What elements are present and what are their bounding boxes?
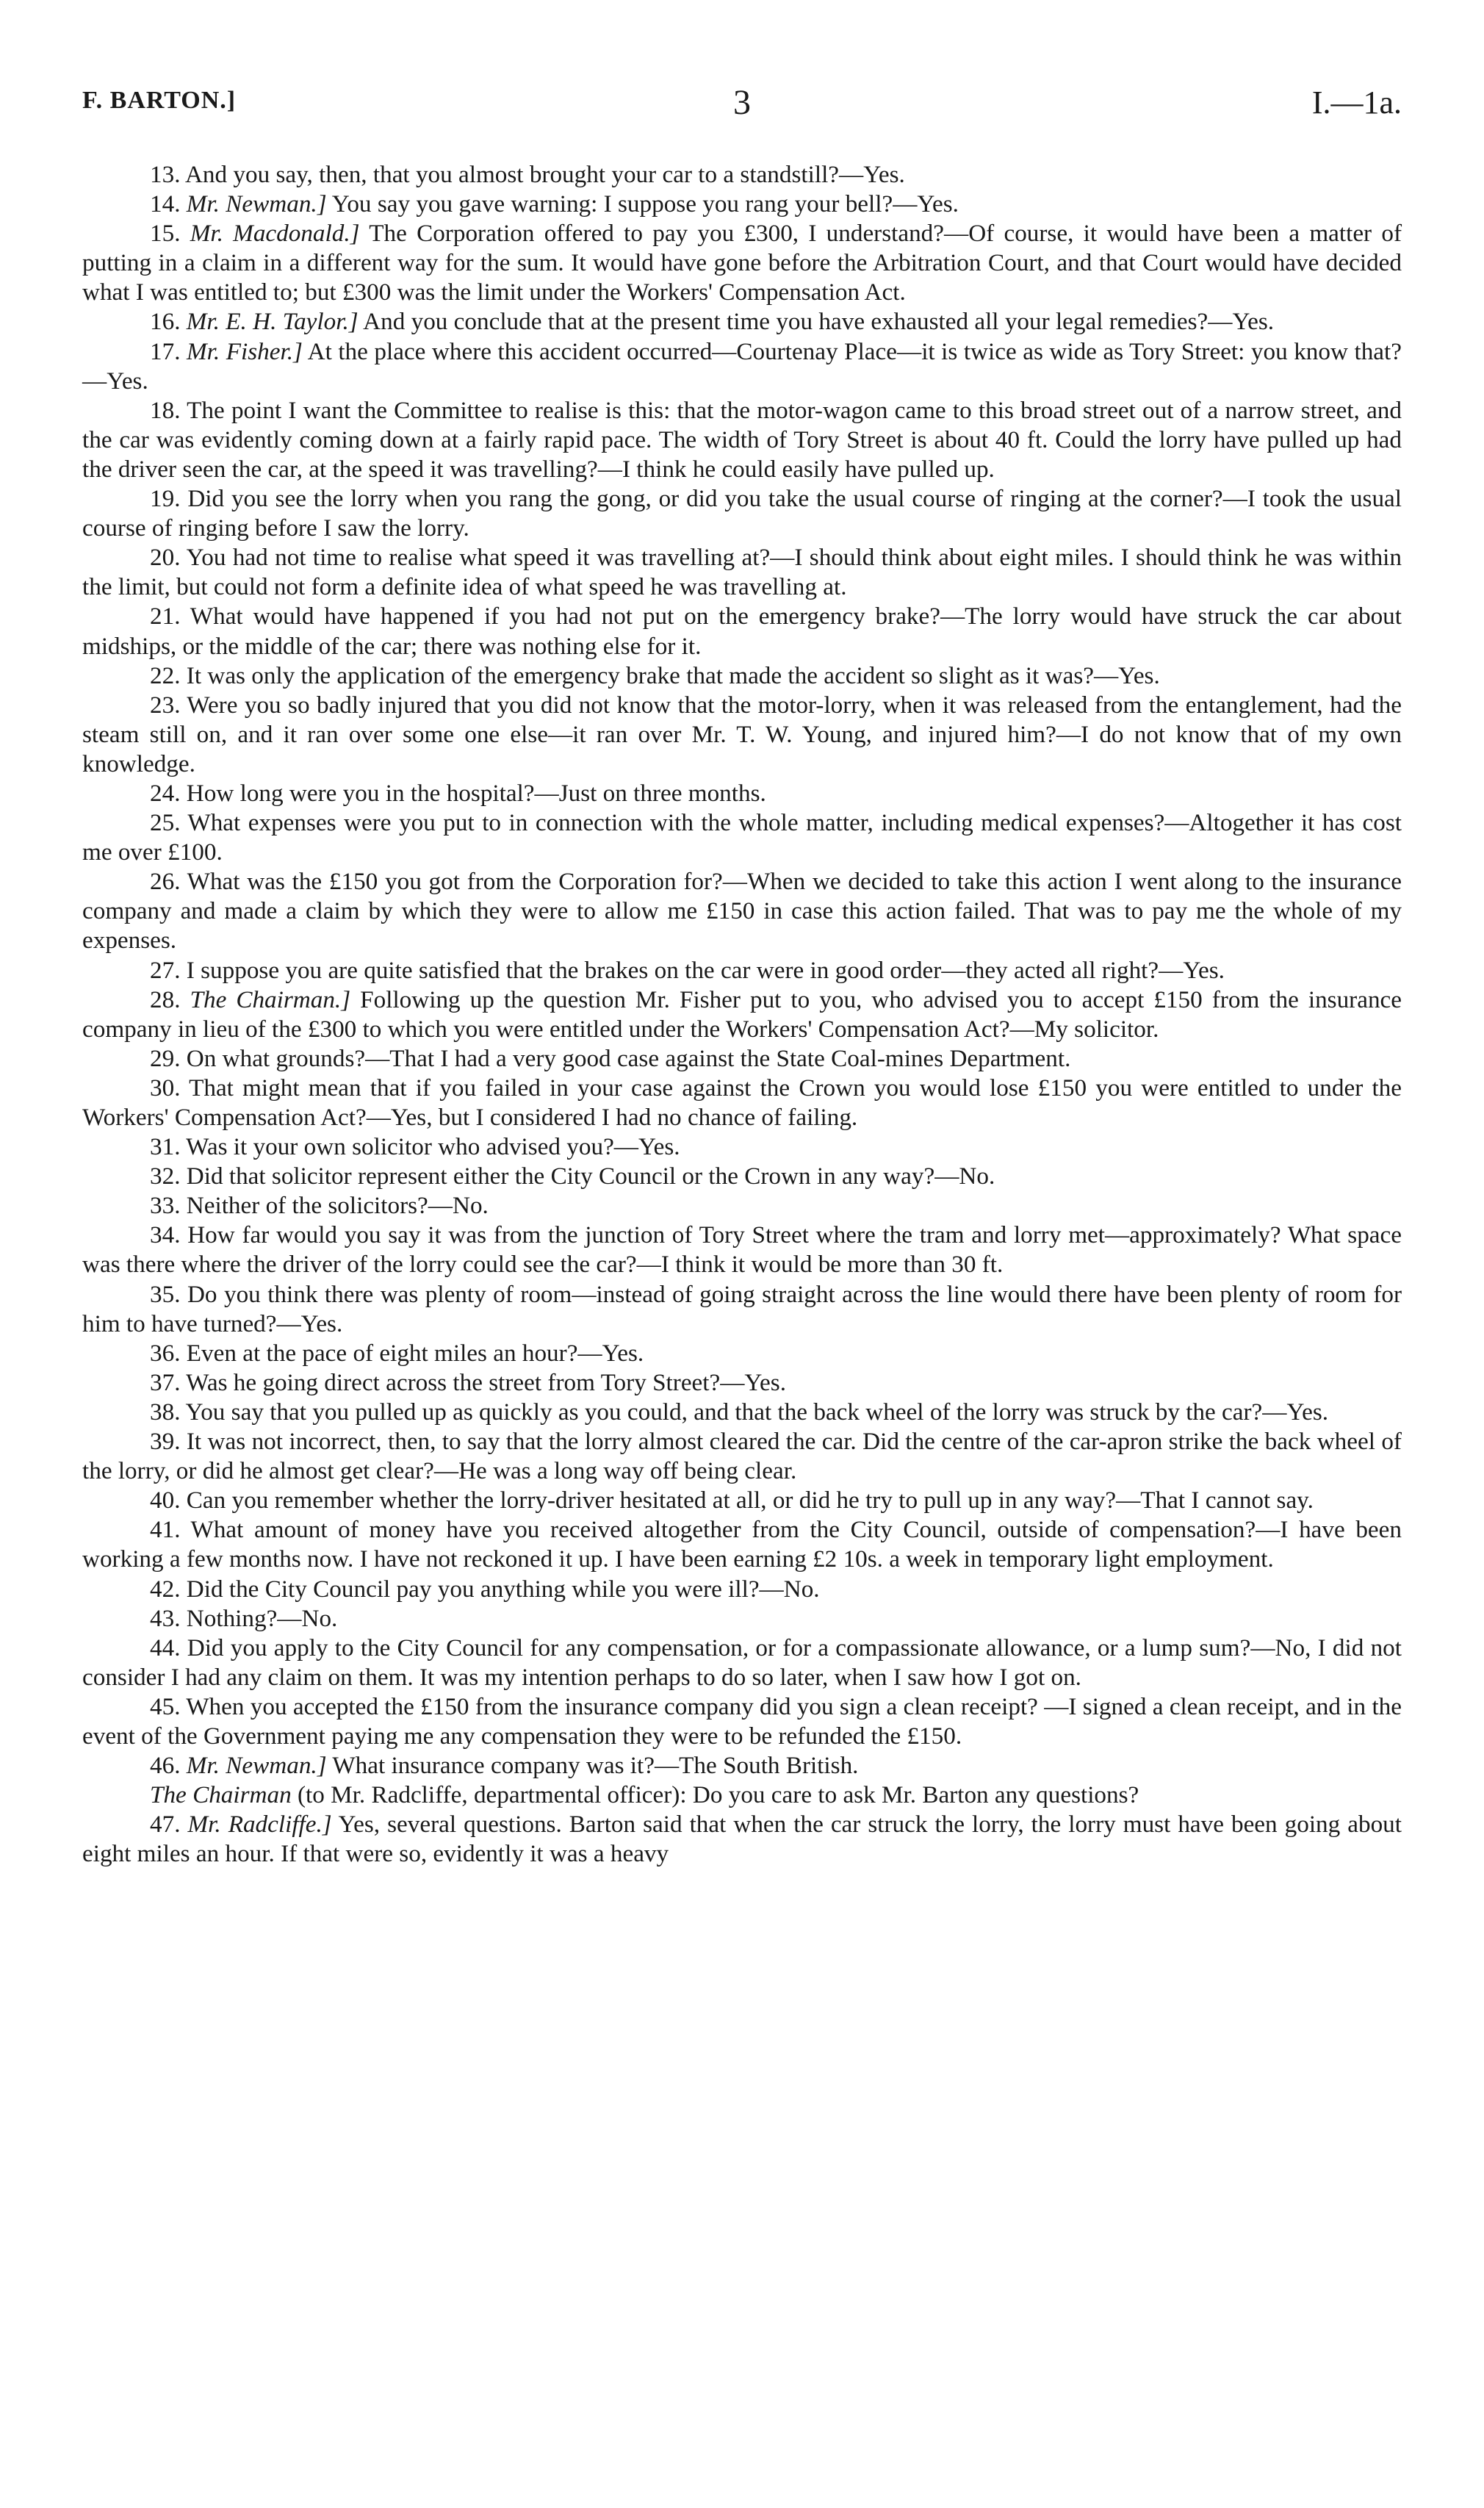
question-number: 14. [150, 190, 181, 218]
question-paragraph [82, 1162, 1402, 1191]
speaker-name: Mr. Newman.] [186, 190, 327, 218]
question-paragraph [82, 808, 1402, 867]
question-paragraph [82, 190, 1402, 219]
paragraph-text: The Corporation offered to pay you £300, I understand?—Of course, it would have been a matter of putting in a claim in a different way for the sum. It would have gone before the Arbitration Court, and that Court would have decided what I was entitled to; but £300 was the limit under the Workers' Compensation Act. [82, 220, 1402, 306]
paragraph-text: 34. How far would you say it was from the junction of Tory Street where the tram and lorry met—approximately? What space was there where the driver of the lorry could see the car?—I think it would be more than 30 ft. [82, 1221, 1402, 1279]
paragraph-text: 26. What was the £150 you got from the Corporation for?—When we decided to take this action I went along to the insurance company and made a claim by which they were to allow me £150 in case this action failed. That was to pay me the whole of my expenses. [82, 868, 1402, 955]
question-paragraph [82, 219, 1402, 307]
question-paragraph [82, 1074, 1402, 1132]
paragraph-text: 39. It was not incorrect, then, to say that the lorry almost cleared the car. Did the centre of the car-apron strike the back wheel of the lorry, or did he almost get clear?—He was a long way off being clear. [82, 1428, 1402, 1485]
question-paragraph [82, 1280, 1402, 1339]
paragraph-text: 41. What amount of money have you received altogether from the City Council, outside of compensation?—I have been working a few months now. I have not reckoned it up. I have been earning £2 10s. a week in temporary light employment. [82, 1516, 1402, 1573]
question-paragraph [82, 1781, 1402, 1810]
paragraph-text: 29. On what grounds?—That I had a very good case against the State Coal-mines Department. [150, 1044, 1071, 1072]
paragraph-text: Following up the question Mr. Fisher put to you, who advised you to accept £150 from the insurance company in lieu of the £300 to which you were entitled under the Workers' Compensation Act?—My solicitor. [82, 985, 1402, 1043]
speaker-name: Mr. Fisher.] [187, 337, 303, 365]
paragraph-text: 21. What would have happened if you had not put on the emergency brake?—The lorry would have struck the car about midships, or the middle of the car; there was nothing else for it. [82, 603, 1402, 660]
question-number: 47. [150, 1811, 181, 1839]
paragraph-text: What insurance company was it?—The South British. [326, 1752, 859, 1780]
question-paragraph [82, 602, 1402, 661]
paragraph-text: 38. You say that you pulled up as quickly as you could, and that the back wheel of the lorry was struck by the car?—Yes. [150, 1398, 1329, 1426]
header-witness-name: F. BARTON.] [82, 87, 237, 114]
question-number: 17. [150, 337, 181, 365]
paragraph-text: At the place where this accident occurred—Courtenay Place—it is twice as wide as Tory Street: you know that?—Yes. [82, 337, 1402, 395]
question-paragraph [82, 1634, 1402, 1692]
paragraph-text: 24. How long were you in the hospital?—Just on three months. [150, 779, 766, 807]
page-number: 3 [733, 83, 751, 122]
question-paragraph [82, 1515, 1402, 1574]
question-paragraph [82, 691, 1402, 779]
question-paragraph [82, 661, 1402, 691]
speaker-name: Mr. E. H. Taylor.] [186, 308, 359, 336]
paragraph-text: 44. Did you apply to the City Council for any compensation, or for a compassionate allowance, or a lump sum?—No, I did not consider I had any claim on them. It was my intention perhaps to do so later, when I saw how I got on. [82, 1634, 1402, 1691]
paragraph-text: 35. Do you think there was plenty of room—instead of going straight across the line would there have been plenty of room for him to have turned?—Yes. [82, 1280, 1402, 1337]
question-paragraph [82, 956, 1402, 985]
paragraph-text: 30. That might mean that if you failed in your case against the Crown you would lose £150 you were entitled to under the Workers' Compensation Act?—Yes, but I considered I had no chance of failing. [82, 1074, 1402, 1131]
paragraph-text: 42. Did the City Council pay you anything while you were ill?—No. [150, 1575, 820, 1603]
paragraph-text: 20. You had not time to realise what speed it was travelling at?—I should think about eight miles. I should think he was within the limit, but could not form a definite idea of what speed he was travelling at. [82, 544, 1402, 601]
paragraph-text: 45. When you accepted the £150 from the insurance company did you sign a clean receipt? —I signed a clean receipt, and in the event of the Government paying me any compensation they were to be refunded the £150. [82, 1692, 1402, 1750]
question-paragraph [82, 1132, 1402, 1162]
question-number: 28. [150, 985, 181, 1013]
question-paragraph [82, 543, 1402, 602]
paragraph-text: 32. Did that solicitor represent either the City Council or the Crown in any way?—No. [150, 1163, 995, 1190]
question-paragraph [82, 1221, 1402, 1279]
question-paragraph [82, 1044, 1402, 1074]
question-number: 46. [150, 1752, 181, 1780]
speaker-name: Mr. Macdonald.] [190, 220, 360, 248]
question-paragraph [82, 1486, 1402, 1515]
speaker-name: The Chairman [150, 1781, 292, 1809]
paragraph-text: 25. What expenses were you put to in connection with the whole matter, including medical expenses?—Altogether it has cost me over £100. [82, 809, 1402, 866]
question-paragraph [82, 985, 1402, 1044]
question-paragraph [82, 160, 1402, 190]
transcript-body [82, 160, 1402, 1869]
paragraph-text: 40. Can you remember whether the lorry-driver hesitated at all, or did he try to pull up in any way?—That I cannot say. [150, 1487, 1314, 1514]
question-paragraph [82, 1398, 1402, 1427]
paragraph-text: Yes, several questions. Barton said that when the car struck the lorry, the lorry must have been going about eight miles an hour. If that were so, evidently it was a heavy [82, 1811, 1402, 1868]
speaker-name: Mr. Newman.] [186, 1752, 327, 1780]
paragraph-text: 36. Even at the pace of eight miles an hour?—Yes. [150, 1339, 644, 1367]
paragraph-text: 43. Nothing?—No. [150, 1604, 338, 1632]
paragraph-text: 18. The point I want the Committee to realise is this: that the motor-wagon came to this broad street out of a narrow street, and the car was evidently coming down at a fairly rapid pace. The width of Tory Street is about 40 ft. Could the lorry have pulled up had the driver seen the car, at the speed it was travelling?—I think he could easily have pulled up. [82, 396, 1402, 483]
paragraph-text: 27. I suppose you are quite satisfied that the brakes on the car were in good order—they acted all right?—Yes. [150, 956, 1225, 984]
page-header [82, 83, 1402, 138]
question-paragraph [82, 1692, 1402, 1751]
paragraph-text: 23. Were you so badly injured that you did not know that the motor-lorry, when it was released from the entanglement, had the steam still on, and it ran over some one else—it ran over Mr. T. W. Young, and injured him?—I do not know that of my own knowledge. [82, 691, 1402, 777]
speaker-name: Mr. Radcliffe.] [187, 1811, 332, 1839]
speaker-name: The Chairman.] [190, 985, 351, 1013]
paragraph-text: 37. Was he going direct across the street from Tory Street?—Yes. [150, 1368, 786, 1396]
question-paragraph [82, 867, 1402, 955]
paragraph-text: 33. Neither of the solicitors?—No. [150, 1192, 489, 1220]
question-paragraph [82, 484, 1402, 543]
question-paragraph [82, 779, 1402, 808]
paragraph-text: You say you gave warning: I suppose you rang your bell?—Yes. [326, 190, 959, 218]
paragraph-text: And you conclude that at the present time you have exhausted all your legal remedies?—Yes. [358, 308, 1275, 336]
question-paragraph [82, 1604, 1402, 1634]
question-paragraph [82, 1810, 1402, 1869]
question-paragraph [82, 1368, 1402, 1398]
paragraph-text: 19. Did you see the lorry when you rang the gong, or did you take the usual course of ringing at the corner?—I took the usual course of ringing before I saw the lorry. [82, 485, 1402, 542]
question-paragraph [82, 337, 1402, 396]
question-paragraph [82, 1191, 1402, 1221]
question-paragraph [82, 1339, 1402, 1368]
question-paragraph [82, 1427, 1402, 1486]
question-paragraph [82, 1575, 1402, 1604]
paragraph-text: 13. And you say, then, that you almost brought your car to a standstill?—Yes. [150, 161, 905, 188]
paragraph-text: 22. It was only the application of the emergency brake that made the accident so slight as it was?—Yes. [150, 661, 1160, 689]
question-paragraph [82, 396, 1402, 484]
question-number: 16. [150, 308, 181, 336]
paragraph-text: (to Mr. Radcliffe, departmental officer): Do you care to ask Mr. Barton any questions? [291, 1781, 1139, 1809]
question-paragraph [82, 307, 1402, 337]
document-reference: I.—1a. [1311, 85, 1402, 121]
paragraph-text: 31. Was it your own solicitor who advised you?—Yes. [150, 1133, 680, 1161]
question-paragraph [82, 1751, 1402, 1781]
question-number: 15. [150, 220, 181, 248]
